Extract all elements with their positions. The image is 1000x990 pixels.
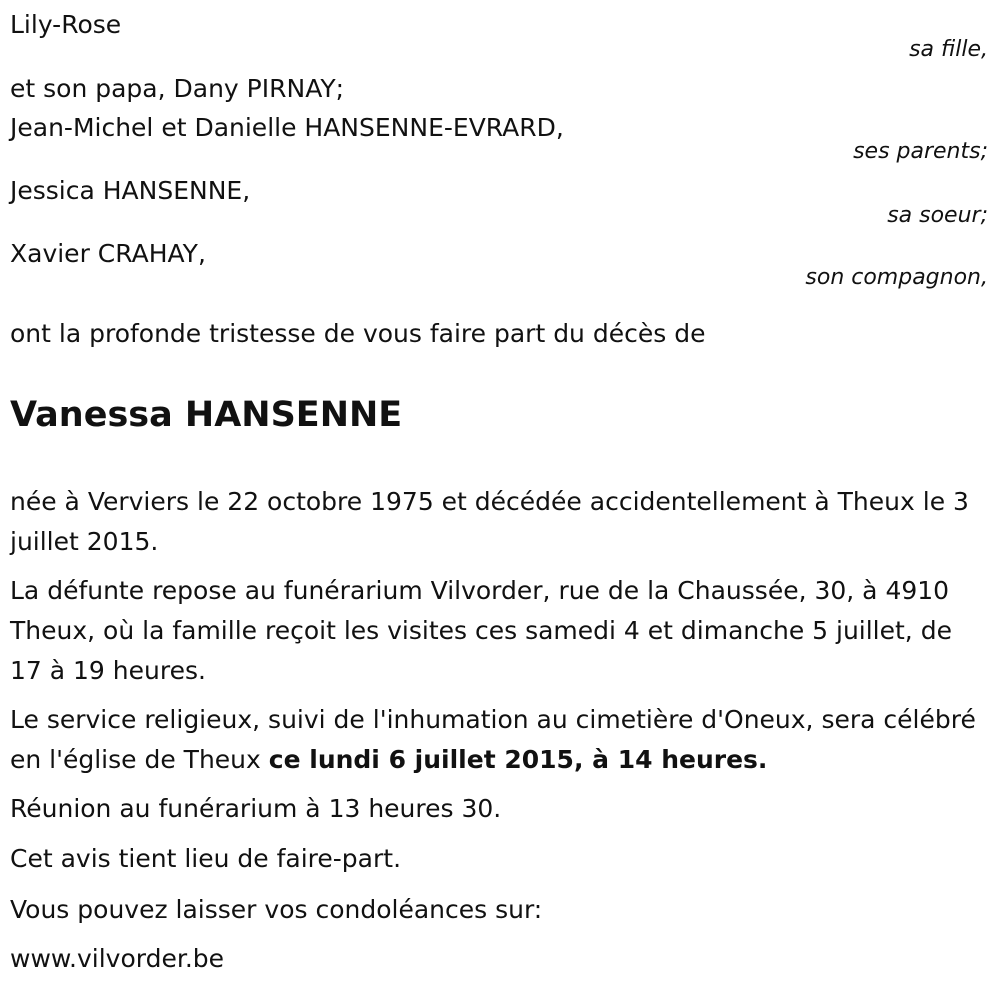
family-member-role: sa fille, (909, 37, 988, 62)
deceased-name: Vanessa HANSENNE (10, 395, 403, 435)
family-member-role: ses parents; (853, 139, 988, 164)
service-datetime: ce lundi 6 juillet 2015, à 14 heures. (268, 745, 768, 774)
family-member-role: sa soeur; (887, 203, 988, 228)
family-member-name: Xavier CRAHAY, (10, 239, 206, 268)
family-member-name: Jessica HANSENNE, (10, 176, 251, 205)
family-member-role: son compagnon, (805, 265, 988, 290)
visitation-paragraph: La défunte repose au funérarium Vilvorder, rue de la Chaussée, 30, à 4910 Theux, où la famille reçoit les visites ces samedi 4 et dimanche 5 juillet, de 17 à 19 heures. (10, 576, 952, 685)
announcement-text: ont la profonde tristesse de vous faire part du décès de (10, 319, 706, 348)
condolences-paragraph: Vous pouvez laisser vos condoléances sur: (10, 895, 543, 924)
service-paragraph (10, 700, 985, 780)
family-member-name: Lily-Rose (10, 10, 122, 39)
family-member-name: Jean-Michel et Danielle HANSENNE-EVRARD, (10, 113, 564, 142)
meeting-paragraph: Réunion au funérarium à 13 heures 30. (10, 794, 502, 823)
website-link[interactable]: www.vilvorder.be (10, 944, 225, 973)
birth-paragraph: née à Verviers le 22 octobre 1975 et décédée accidentellement à Theux le 3 juillet 2015. (10, 487, 969, 556)
family-member-name: et son papa, Dany PIRNAY; (10, 74, 345, 103)
service-text: Le service religieux, suivi de l'inhumation au cimetière d'Oneux, sera célébré en l'église de Theux (10, 705, 976, 774)
notice-paragraph: Cet avis tient lieu de faire-part. (10, 844, 402, 873)
